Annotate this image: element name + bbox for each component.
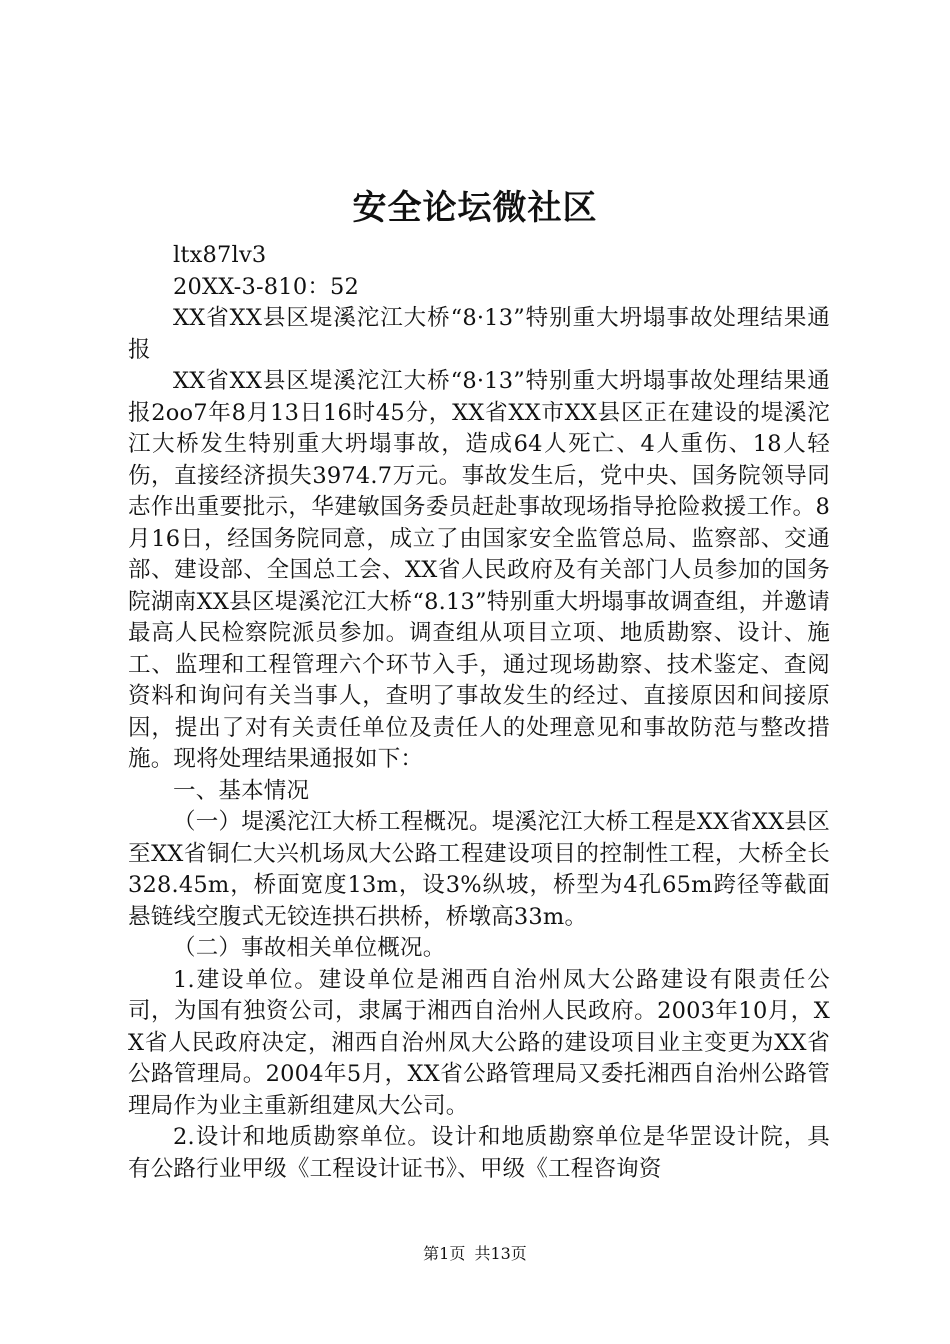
body-paragraph: XX省XX县区堤溪沱江大桥“8·13”特别重大坍塌事故处理结果通报2oo7年8月13日16时45分，XX省XX市XX县区正在建设的堤溪沱江大桥发生特别重大坍塌事故，造成64人死亡、4人重伤、18人轻伤，直接经济损失3974.7万元。事故发生后，党中央、国务院领导同志作出重要批示，华建敏国务委员赶赴事故现场指导抢险救援工作。8月16日，经国务院同意，成立了由国家安全监管总局、监察部、交通部、建设部、全国总工会、XX省人民政府及有关部门人员参加的国务院湖南XX县区堤溪沱江大桥“8.13”特别重大坍塌事故调查组，并邀请最高人民检察院派员参加。调查组从项目立项、地质勘察、设计、施工、监理和工程管理六个环节入手，通过现场勘察、技术鉴定、查阅资料和询问有关当事人，查明了事故发生的经过、直接原因和间接原因，提出了对有关责任单位及责任人的处理意见和事故防范与整改措施。现将处理结果通报如下： [128,368,830,772]
author-line: ltx87lv3 [173,242,267,268]
date-line: 20XX-3-810：52 [173,273,360,300]
section-heading: 一、基本情况 [173,777,310,804]
document-title: 安全论坛微社区 [352,188,598,228]
report-heading: XX省XX县区堤溪沱江大桥“8·13”特别重大坍塌事故处理结果通报 [128,305,830,363]
document-body [128,240,830,1185]
body-paragraph: 2.设计和地质勘察单位。设计和地质勘察单位是华罡设计院，具有公路行业甲级《工程设计证书》、甲级《工程咨询资 [128,1124,830,1182]
body-paragraph: 1.建设单位。建设单位是湘西自治州凤大公路建设有限责任公司，为国有独资公司，隶属于湘西自治州人民政府。2003年10月，XX省人民政府决定，湘西自治州凤大公路的建设项目业主变更为XX省公路管理局。2004年5月，XX省公路管理局又委托湘西自治州公路管理局作为业主重新组建凤大公司。 [128,966,830,1119]
page-footer: 第1页 共13页 [423,1244,527,1263]
body-paragraph: （一）堤溪沱江大桥工程概况。堤溪沱江大桥工程是XX省XX县区至XX省铜仁大兴机场凤大公路工程建设项目的控制性工程，大桥全长328.45m，桥面宽度13m，设3%纵坡，桥型为4孔65m跨径等截面悬链线空腹式无铰连拱石拱桥，桥墩高33m。 [128,809,830,930]
subsection-heading: （二）事故相关单位概况。 [173,935,446,961]
